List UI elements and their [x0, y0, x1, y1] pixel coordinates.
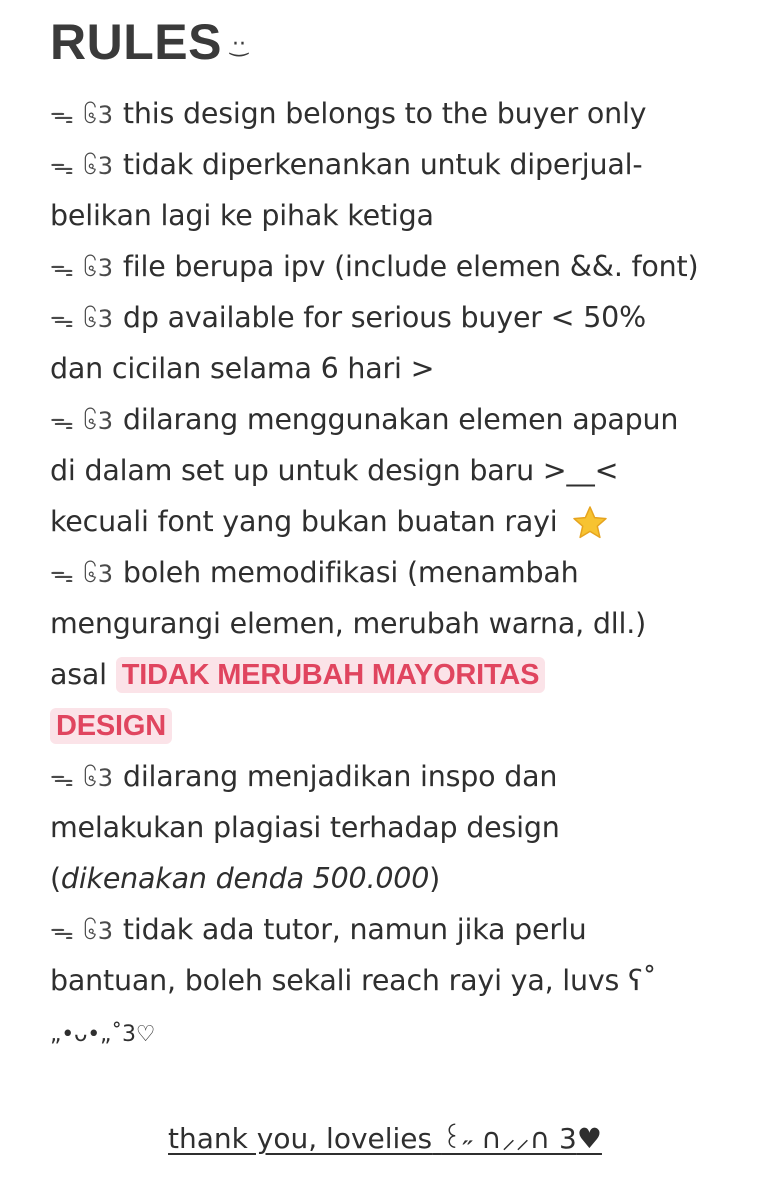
rule-8-continued-2	[50, 1006, 750, 1057]
rule-4-continued	[50, 343, 750, 394]
rule-6-continued-2	[50, 649, 750, 700]
penalty-text: dikenakan denda 500.000	[60, 862, 430, 895]
page-title: RULES	[50, 14, 222, 70]
rule-text: mengurangi elemen, merubah warna, dll.)	[50, 607, 646, 640]
rule-text: kecuali font yang bukan buatan rayi	[50, 505, 558, 538]
footer-text: thank you, lovelies	[168, 1122, 433, 1155]
rule-text: tidak ada tutor, namun jika perlu	[122, 913, 587, 946]
rule-text: melakukan plagiasi terhadap design	[50, 811, 560, 844]
rule-7	[50, 751, 750, 802]
rule-2-continued	[50, 190, 750, 241]
footer	[0, 1118, 770, 1157]
rule-6-continued-3	[50, 700, 750, 751]
bullet-icon: ᯓ ၆3	[50, 101, 115, 129]
kaomoji: ʕ˚	[628, 964, 657, 997]
rule-5-continued-2	[50, 496, 750, 547]
rule-text: this design belongs to the buyer only	[122, 97, 647, 130]
bullet-icon: ᯓ ၆3	[50, 560, 115, 588]
bullet-icon: ᯓ ၆3	[50, 152, 115, 180]
bullet-icon: ᯓ ၆3	[50, 305, 115, 333]
heart-icon: ♥	[576, 1122, 602, 1155]
bullet-icon: ᯓ ၆3	[50, 407, 115, 435]
rule-text: tidak diperkenankan untuk diperjual-	[122, 148, 643, 181]
rule-5-continued	[50, 445, 750, 496]
thank-you-text	[168, 1122, 602, 1155]
rule-text: dilarang menggunakan elemen apapun	[122, 403, 679, 436]
rule-text: bantuan, boleh sekali reach rayi ya, luvs	[50, 964, 620, 997]
rule-text: asal	[50, 658, 107, 691]
rule-text: belikan lagi ke pihak ketiga	[50, 199, 434, 232]
bullet-icon: ᯓ ၆3	[50, 764, 115, 792]
rule-text: dilarang menjadikan inspo dan	[122, 760, 558, 793]
star-icon	[572, 505, 608, 541]
rule-7-continued	[50, 802, 750, 853]
rule-3	[50, 241, 750, 292]
rule-7-continued-2	[50, 853, 750, 904]
rule-8	[50, 904, 750, 955]
rule-text: di dalam set up untuk design baru >__<	[50, 454, 619, 487]
rule-5	[50, 394, 750, 445]
rule-6	[50, 547, 750, 598]
paren-close: )	[429, 862, 441, 895]
rule-8-continued	[50, 955, 750, 1006]
rule-2	[50, 139, 750, 190]
rule-1	[50, 88, 750, 139]
footer-kaomoji: ꒰˶ ∩⸝⸝∩ 3	[441, 1122, 577, 1155]
title-row	[50, 12, 750, 88]
rule-text: boleh memodifikasi (menambah	[122, 556, 579, 589]
rule-text: file berupa ipv (include elemen &&. font)	[122, 250, 699, 283]
bullet-icon: ᯓ ၆3	[50, 254, 115, 282]
rule-6-continued	[50, 598, 750, 649]
rule-4	[50, 292, 750, 343]
highlight-text: DESIGN	[50, 708, 172, 744]
title-kaomoji: ·͜·	[231, 32, 246, 57]
paren-open: (	[50, 862, 61, 895]
rule-text: dan cicilan selama 6 hari >	[50, 352, 435, 385]
kaomoji: „•ᴗ•„˚3♡	[50, 1022, 156, 1047]
rule-text: dp available for serious buyer < 50%	[122, 301, 646, 334]
rules-document	[50, 12, 750, 1057]
rules-list	[50, 88, 750, 1057]
highlight-text: TIDAK MERUBAH MAYORITAS	[116, 657, 546, 693]
bullet-icon: ᯓ ၆3	[50, 917, 115, 945]
